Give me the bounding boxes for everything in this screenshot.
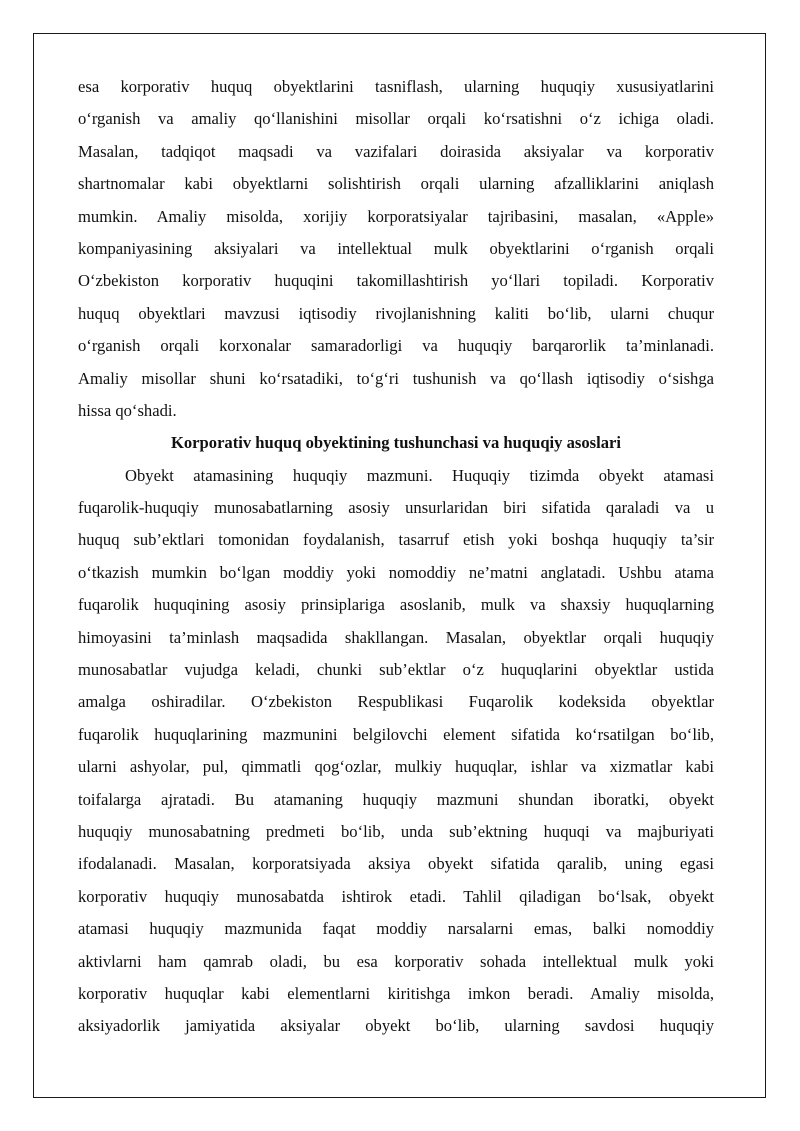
text-line: fuqarolik huquqining asosiy prinsiplariga asoslanib, mulk va shaxsiy huquqlarning [78,595,714,615]
text-line: toifalarga ajratadi. Bu atamaning huquqiy mazmuni shundan iboratki, obyekt [78,789,714,809]
text-line: O‘zbekiston korporativ huquqini takomillashtirish yo‘llari topiladi. Korporativ [78,271,714,291]
text-line: himoyasini ta’minlash maqsadida shakllangan. Masalan, obyektlar orqali huquqiy [78,627,714,647]
text-line: atamasi huquqiy mazmunida faqat moddiy narsalarni emas, balki nomoddiy [78,919,714,939]
main-paragraph [78,460,714,1043]
intro-paragraph [78,71,714,427]
text-line: huquqiy munosabatning predmeti bo‘lib, unda sub’ektning huquqi va majburiyati [78,821,714,841]
text-line: shartnomalar kabi obyektlarni solishtirish orqali ularning afzalliklarini aniqlash [78,174,714,194]
text-line: o‘tkazish mumkin bo‘lgan moddiy yoki nomoddiy ne’matni anglatadi. Ushbu atama [78,562,714,582]
text-line: kompaniyasining aksiyalari va intellektual mulk obyektlarini o‘rganish orqali [78,238,714,258]
text-line: korporativ huquqlar kabi elementlarni kiritishga imkon beradi. Amaliy misolda, [78,983,714,1003]
text-line: korporativ huquqiy munosabatda ishtirok etadi. Tahlil qiladigan bo‘lsak, obyekt [78,886,714,906]
text-line: amalga oshiradilar. O‘zbekiston Respublikasi Fuqarolik kodeksida obyektlar [78,692,714,712]
section-heading: Korporativ huquq obyektining tushunchasi va huquqiy asoslari [170,433,622,453]
text-line: huquq sub’ektlari tomonidan foydalanish, tasarruf etish yoki boshqa huquqiy ta’sir [78,530,714,550]
text-line: fuqarolik huquqlarining mazmunini belgilovchi element sifatida ko‘rsatilgan bo‘lib, [78,724,714,744]
text-line: huquq obyektlari mavzusi iqtisodiy rivojlanishning kaliti bo‘lib, ularni chuqur [78,303,714,323]
text-line: Amaliy misollar shuni ko‘rsatadiki, to‘g‘ri tushunish va qo‘llash iqtisodiy o‘sishga [78,368,714,388]
document-body [78,71,714,1043]
text-line: Obyekt atamasining huquqiy mazmuni. Huquqiy tizimda obyekt atamasi [125,465,714,485]
text-line: mumkin. Amaliy misolda, xorijiy korporatsiyalar tajribasini, masalan, «Apple» [78,206,714,226]
text-line: ularni ashyolar, pul, qimmatli qog‘ozlar, mulkiy huquqlar, ishlar va xizmatlar kabi [78,757,714,777]
text-line: hissa qo‘shadi. [78,400,177,420]
text-line: fuqarolik-huquqiy munosabatlarning asosiy unsurlaridan biri sifatida qaraladi va u [78,498,714,518]
text-line: esa korporativ huquq obyektlarini tasniflash, ularning huquqiy xususiyatlarini [78,77,714,96]
text-line: aktivlarni ham qamrab oladi, bu esa korporativ sohada intellektual mulk yoki [78,951,714,971]
text-line: o‘rganish va amaliy qo‘llanishini misollar orqali ko‘rsatishni o‘z ichiga oladi. [78,109,714,129]
text-line: o‘rganish orqali korxonalar samaradorligi va huquqiy barqarorlik ta’minlanadi. [78,336,714,356]
text-line: aksiyadorlik jamiyatida aksiyalar obyekt bo‘lib, ularning savdosi huquqiy [78,1016,714,1036]
text-line: Masalan, tadqiqot maqsadi va vazifalari doirasida aksiyalar va korporativ [78,141,714,161]
text-line: munosabatlar vujudga keladi, chunki sub’ektlar o‘z huquqlarini obyektlar ustida [78,660,714,680]
text-line: ifodalanadi. Masalan, korporatsiyada aksiya obyekt sifatida qaralib, uning egasi [78,854,714,874]
